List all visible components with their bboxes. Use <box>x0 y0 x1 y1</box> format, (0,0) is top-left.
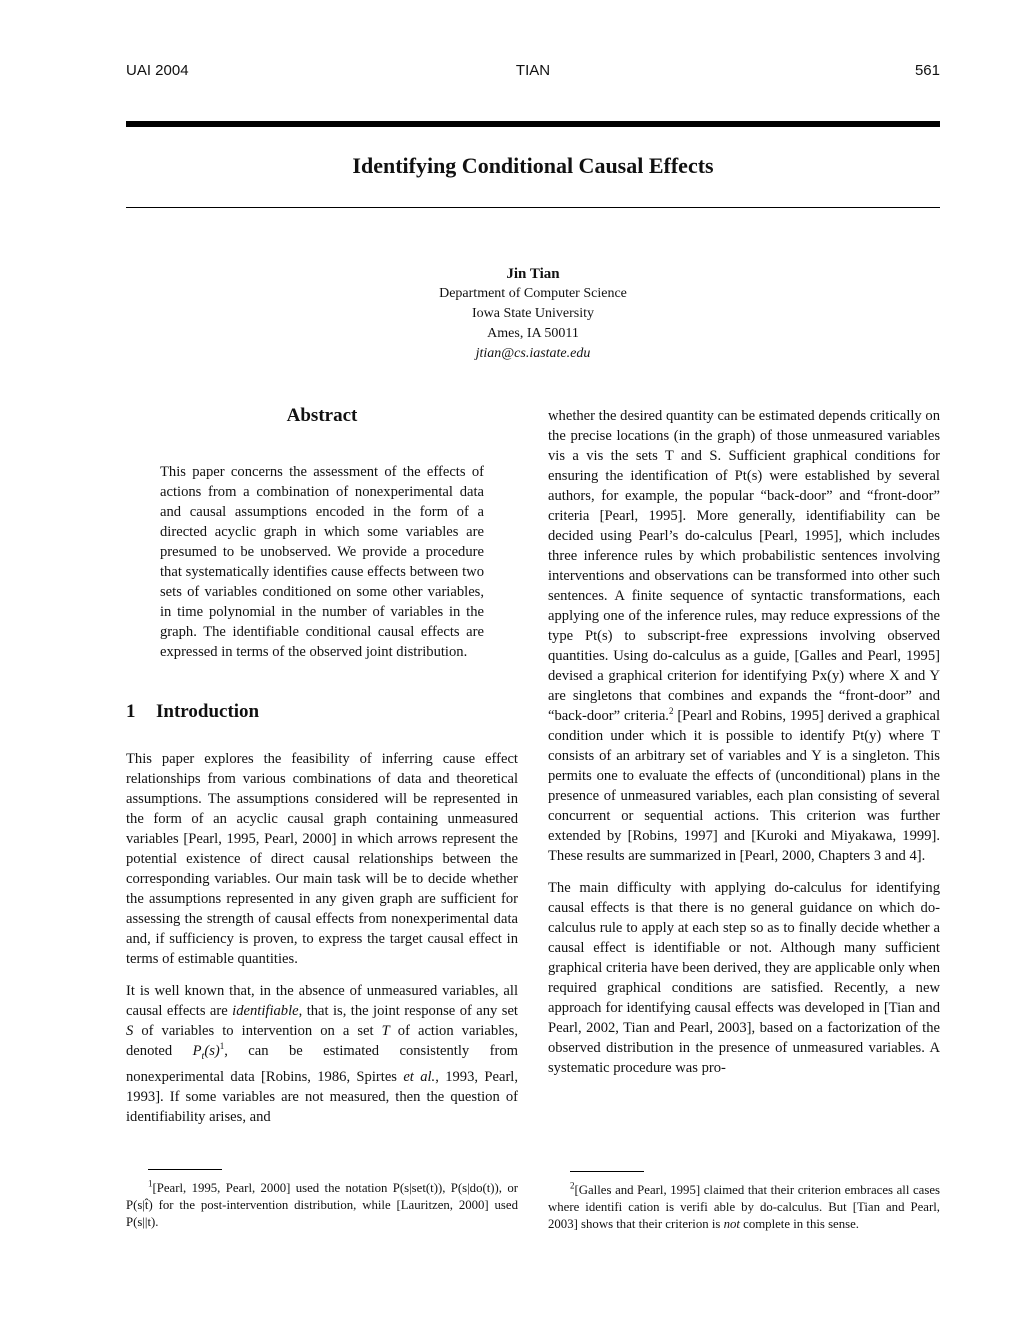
right-column <box>548 406 940 1256</box>
footnote-area-left <box>126 1163 518 1231</box>
term-identifiable: identifiable <box>232 1003 299 1019</box>
intro-paragraph-1: This paper explores the feasibility of inferring cause effect relationships from various combinations of data and theoretical assumptions. The assumptions considered will be represented in the form of an acyclic causal graph containing unmeasured variables [Pearl, 1995, Pearl, 2000] in which arrows represent the potential existence of direct causal relationships between the corresponding variables. Our main task will be to decide whether the assumptions represented in any given graph are sufficient for assessing the strength of causal effects from nonexperimental data and, if sufficiency is proven, to express the target causal effect in terms of estimable quantities. <box>126 751 518 967</box>
footnote-area-right <box>548 1165 940 1233</box>
intro-paragraph-2: It is well known that, in the absence of unmeasured variables, all causal effects are identifiable, that is, the joint response of any set S of variables to intervention on a set T of action variables, denoted $P_t(s)^1$, can be estimated consistently from nonexperimental data [Robins, 1986, Spirtes et al., 1993, Pearl, 1993]. If some variables are not measured, then the question of identifiability arises, and <box>126 983 519 1125</box>
footnote-1: $^1$[Pearl, 1995, Pearl, 2000] used the notation P(s|set(t)), P(s|do(t)), or P(s|t̂) for the post-intervention distribution, while [Lauritzen, 2000] used P(s||t). <box>126 1178 518 1229</box>
abstract-text: This paper concerns the assessment of the effects of actions from a combination of nonexperimental data and causal assumptions encoded in the form of a directed acyclic graph in which some variables are presumed to be unobserved. We provide a procedure that systematically identifies cause effects between two sets of variables conditioned on some other variables, in time polynomial in the number of variables in the graph. The identifiable conditional causal effects are expressed in terms of the observed joint distribution. <box>160 464 484 660</box>
running-author: TIAN <box>515 62 551 79</box>
title-rule-bottom <box>126 207 940 208</box>
author-block <box>126 264 940 364</box>
footnote-2: $^2$[Galles and Pearl, 1995] claimed that their criterion embraces all cases where identifi cation is verifi able by do-calculus. But [Tian and Pearl, 2003] shows that their criterion is not complete in this sense. <box>548 1180 940 1231</box>
section-number: 1 <box>126 701 136 722</box>
author-name: Jin Tian <box>506 266 560 282</box>
running-head <box>126 62 940 82</box>
right-paragraph-1: whether the desired quantity can be estimated depends critically on the precise locations (in the graph) of those unmeasured variables vis a vis the sets T and S. Sufficient graphical conditions for ensuring the identification of Pt(s) were established by several authors, for example, the popular “back-door” and “front-door” criteria [Pearl, 1995]. More generally, identifiability can be decided using Pearl’s do-calculus [Pearl, 1995], which includes three inference rules by which probabilistic sentences involving interventions and observations can be transformed into other such sentences. A finite sequence of syntactic transformations, each applying one of the inference rules, may reduce expressions of the type Pt(s) to subscript-free expressions involving observed quantities. Using do-calculus as a guide, [Galles and Pearl, 1995] devised a graphical criterion for identifying Px(y) where X and Y are singletons that combines and expands the “front-door” and “back-door” criteria.$^2$ [Pearl and Robins, 1995] derived a graphical condition under which it is possible to identify Pt(y) where T consists of an arbitrary set of variables and Y is a singleton. This permits one to evaluate the effects of (unconditional) plans in the presence of unmeasured variables, each plan consisting of several concurrent or sequential actions. This criterion was further extended by [Robins, 1997] and [Kuroki and Miyakawa, 1999]. These results are summarized in [Pearl, 2000, Chapters 3 and 4]. <box>548 408 940 864</box>
section-heading-introduction <box>126 700 518 724</box>
abstract-heading: Abstract <box>286 405 358 426</box>
author-department: Department of Computer Science <box>439 286 627 301</box>
footnote-marker-2: 2 <box>668 706 674 717</box>
footnote-rule <box>148 1169 222 1170</box>
author-email: jtian@cs.iastate.edu <box>475 346 591 361</box>
right-paragraph-2: The main difficulty with applying do-calculus for identifying causal effects is that there is no general guidance on which do-calculus rule to apply at each step so as to finally decide whether a causal effect is identifiable or not. Although many sufficient graphical criteria have been derived, they are applicable only when required graphical conditions are satisfied. Recently, a new approach for identifying causal effects was developed in [Tian and Pearl, 2002, Tian and Pearl, 2003], based on a factorization of the observed distribution in the presence of unmeasured variables. A systematic procedure was pro- <box>548 880 940 1076</box>
author-university: Iowa State University <box>471 306 595 321</box>
conference-label: UAI 2004 <box>126 62 189 79</box>
title-rule-top <box>126 121 940 127</box>
author-address: Ames, IA 50011 <box>487 326 579 341</box>
footnote-marker-1: 1 <box>219 1041 225 1052</box>
left-column <box>126 404 518 1254</box>
page-number: 561 <box>914 62 940 79</box>
paper-title: Identifying Conditional Causal Effects <box>352 153 714 178</box>
section-title: Introduction <box>156 701 260 722</box>
footnote-rule <box>570 1171 644 1172</box>
